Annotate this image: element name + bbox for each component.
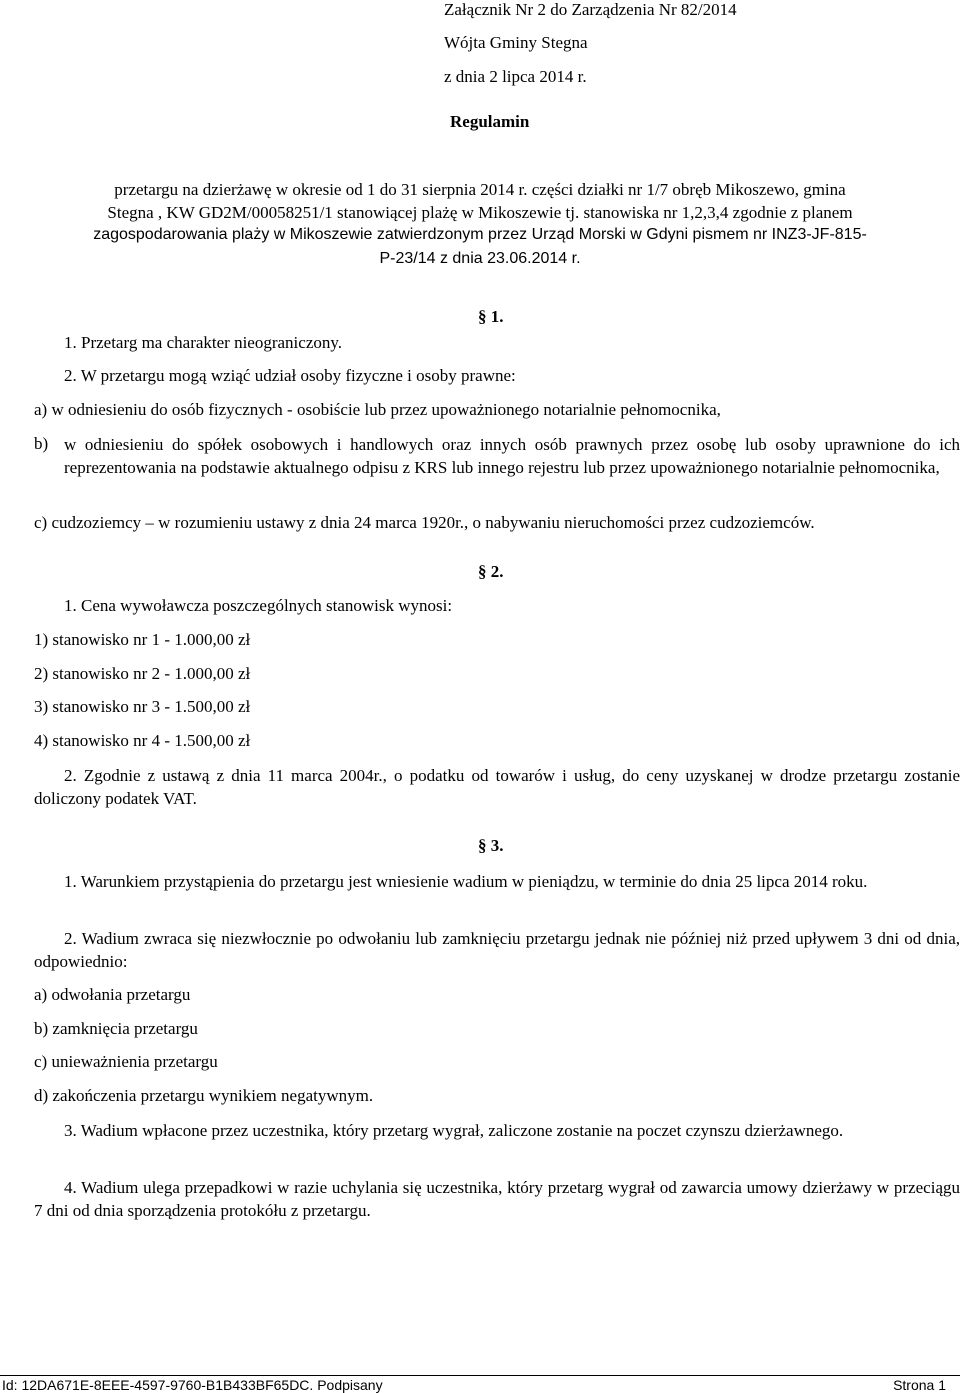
- date-label: z dnia 2 lipca 2014 r.: [444, 67, 587, 86]
- price-item: 3) stanowisko nr 3 - 1.500,00 zł: [34, 697, 251, 716]
- section-1-option-a: a) w odniesieniu do osób fizycznych - osobiście lub przez upoważnionego notarialnie pełnomocnika,: [34, 400, 721, 419]
- document-title: Regulamin: [450, 112, 530, 131]
- section-1-option-b-marker: b): [34, 434, 49, 453]
- section-2-item-2: 2. Zgodnie z ustawą z dnia 11 marca 2004r., o podatku od towarów i usług, do ceny uzyskanej w drodze przetargu zostanie doliczony podatek VAT.: [34, 766, 960, 808]
- document-id: Id: 12DA671E-8EEE-4597-9760-B1B433BF65DC. Podpisany: [2, 1377, 383, 1393]
- section-1-option-b: w odniesieniu do spółek osobowych i handlowych oraz innych osób prawnych przez osobę lub osoby uprawnione do ich reprezentowania na podstawie aktualnego odpisu z KRS lub innego rejestru lub przez upoważnionego notarialnie pełnomocnika,: [64, 435, 960, 477]
- section-1-item-1: 1. Przetarg ma charakter nieograniczony.: [64, 333, 343, 352]
- annex-label: Załącznik Nr 2 do Zarządzenia Nr 82/2014: [444, 0, 737, 19]
- footer-divider: [0, 1375, 960, 1376]
- section-3-item-2: 2. Wadium zwraca się niezwłocznie po odwołaniu lub zamknięciu przetargu jednak nie później niż przed upływem 3 dni od dnia, odpowiednio:: [34, 929, 960, 971]
- issuer-label: Wójta Gminy Stegna: [444, 33, 588, 52]
- price-item: 1) stanowisko nr 1 - 1.000,00 zł: [34, 630, 251, 649]
- section-1-option-c: c) cudzoziemcy – w rozumieniu ustawy z dnia 24 marca 1920r., o nabywaniu nieruchomości przez cudzoziemców.: [34, 513, 815, 532]
- intro-line-4: P-23/14 z dnia 23.06.2014 r.: [379, 250, 581, 267]
- section-1-item-2: 2. W przetargu mogą wziąć udział osoby fizyczne i osoby prawne:: [64, 366, 516, 385]
- section-3-heading: § 3.: [478, 836, 504, 855]
- section-3-item-3: 3. Wadium wpłacone przez uczestnika, który przetarg wygrał, zaliczone zostanie na poczet czynszu dzierżawnego.: [64, 1121, 844, 1140]
- section-2-item-1: 1. Cena wywoławcza poszczególnych stanowisk wynosi:: [64, 596, 453, 615]
- intro-line-3: zagospodarowania plaży w Mikoszewie zatwierdzonym przez Urząd Morski w Gdyni pismem nr INZ3-JF-815-: [93, 226, 867, 243]
- page-number: Strona 1: [893, 1377, 946, 1393]
- section-3-item-4: 4. Wadium ulega przepadkowi w razie uchylania się uczestnika, który przetarg wygrał od zawarcia umowy dzierżawy w przeciągu 7 dni od dnia sporządzenia protokółu z przetargu.: [34, 1178, 960, 1220]
- return-condition: d) zakończenia przetargu wynikiem negatywnym.: [34, 1086, 374, 1105]
- section-1-heading: § 1.: [478, 307, 504, 326]
- section-3-item-1: 1. Warunkiem przystąpienia do przetargu jest wniesienie wadium w pieniądzu, w terminie do dnia 25 lipca 2014 roku.: [64, 872, 868, 891]
- intro-line-1: przetargu na dzierżawę w okresie od 1 do 31 sierpnia 2014 r. części działki nr 1/7 obręb Mikoszewo, gmina: [114, 180, 846, 199]
- return-condition: a) odwołania przetargu: [34, 985, 191, 1004]
- price-item: 2) stanowisko nr 2 - 1.000,00 zł: [34, 664, 251, 683]
- intro-line-2: Stegna , KW GD2M/00058251/1 stanowiącej plażę w Mikoszewie tj. stanowiska nr 1,2,3,4 zgodnie z planem: [107, 203, 853, 222]
- price-item: 4) stanowisko nr 4 - 1.500,00 zł: [34, 731, 251, 750]
- return-condition: c) unieważnienia przetargu: [34, 1052, 218, 1071]
- return-condition: b) zamknięcia przetargu: [34, 1019, 198, 1038]
- section-2-heading: § 2.: [478, 562, 504, 581]
